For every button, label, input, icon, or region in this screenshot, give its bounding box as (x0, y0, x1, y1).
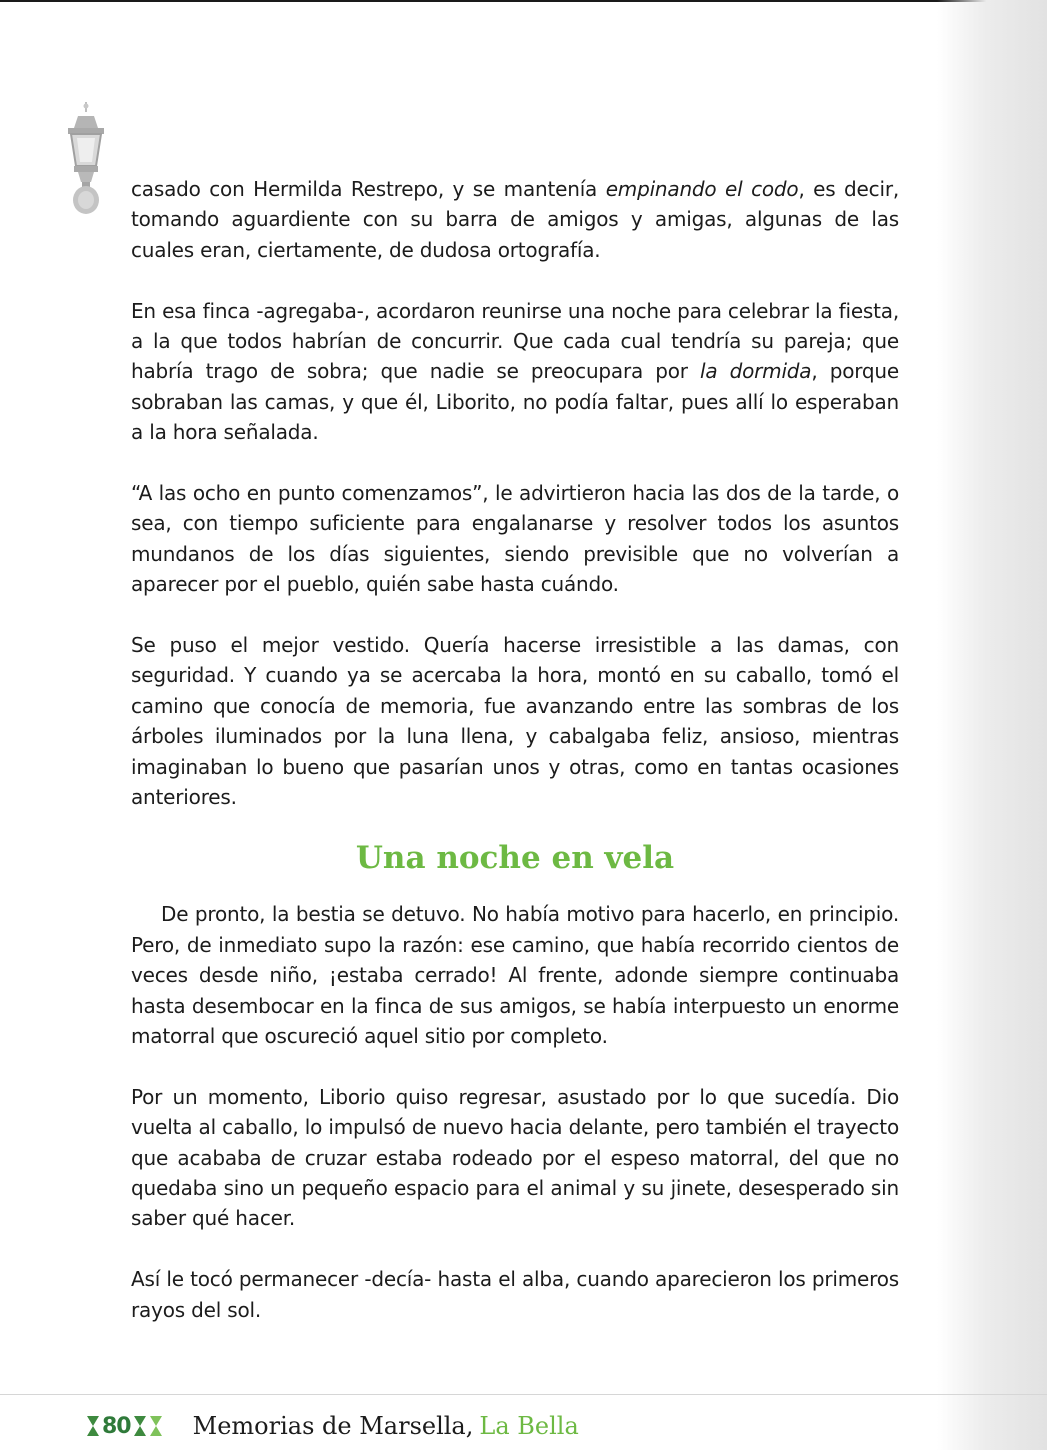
text-run: En esa finca -agregaba-, acordaron reunirse una noche para celebrar la fiesta, a la que todos habrían de concurrir. Que cada cual tendría su pareja; que habría trago de sobra; que nadie se preocupara por (131, 298, 899, 384)
text-run: , es decir, tomando aguardiente con su barra de amigos y amigas, algunas de las cuales eran, ciertamente, de dudosa ortografía. (131, 177, 899, 262)
italic-phrase: empinando el codo (605, 177, 799, 201)
page-edge-shadow (937, 0, 1047, 1450)
top-rule (0, 0, 1047, 2)
text-run: Por un momento, Liborio quiso regresar, asustado por lo que sucedía. Dio vuelta al caballo, lo impulsó de nuevo hacia delante, pero también el trayecto que acababa de cruzar estaba rodeado por el espeso matorral, del que no quedaba sino un pequeño espacio para el animal y su jinete, desesperado sin saber qué hacer. (131, 1084, 899, 1231)
text-run: , porque sobraban las camas, y que él, Liborito, no podía faltar, pues allí lo esperaban a la hora señalada. (131, 359, 899, 445)
book-subtitle: La Bella (479, 1412, 579, 1440)
text-run: casado con Hermilda Restrepo, y se mantenía (131, 177, 606, 201)
paragraph (131, 1082, 899, 1234)
paragraph (131, 296, 899, 448)
page-number: 80 (102, 1413, 131, 1439)
paragraph (131, 1264, 899, 1325)
paragraphs-after-heading (131, 899, 899, 1325)
hourglass-ornament-icon (133, 1415, 147, 1437)
paragraphs-before-heading (131, 174, 899, 812)
paragraph (131, 630, 899, 812)
text-run: Se puso el mejor vestido. Quería hacerse irresistible a las damas, con seguridad. Y cuando ya se acercaba la hora, montó en su caballo, tomó el camino que conocía de memoria, fue avanzando entre las sombras de los árboles iluminados por la luna llena, y cabalgaba feliz, ansioso, mientras imaginaban lo bueno que pasarían unos y otras, como en tantas ocasiones anteriores. (131, 633, 899, 810)
page-footer (86, 1406, 579, 1446)
section-heading: Una noche en vela (355, 839, 675, 876)
paragraph (131, 478, 899, 600)
italic-phrase: la dormida (700, 359, 812, 384)
text-run: Así le tocó permanecer -decía- hasta el alba, cuando aparecieron los primeros rayos del sol. (131, 1267, 899, 1322)
paragraph (131, 174, 899, 265)
footer-rule (0, 1394, 1047, 1395)
text-run: De pronto, la bestia se detuvo. No había motivo para hacerlo, en principio. Pero, de inmediato supo la razón: ese camino, que había recorrido cientos de veces desde niño, ¡estaba cerrado! Al frente, adonde siempre continuaba hasta desembocar en la finca de sus amigos, se había interpuesto un enorme matorral que oscureció aquel sitio por completo. (131, 902, 899, 1048)
street-lamp-icon (60, 102, 112, 218)
book-title: Memorias de Marsella, (192, 1412, 474, 1440)
hourglass-ornament-icon (86, 1415, 100, 1437)
text-run: “A las ocho en punto comenzamos”, le advirtieron hacia las dos de la tarde, o sea, con tiempo suficiente para engalanarse y resolver todos los asuntos mundanos de los días siguientes, siendo previsible que no volverían a aparecer por el pueblo, quién sabe hasta cuándo. (131, 481, 899, 597)
paragraph (131, 899, 899, 1051)
hourglass-ornament-icon (149, 1415, 163, 1437)
body-text (131, 174, 899, 1355)
